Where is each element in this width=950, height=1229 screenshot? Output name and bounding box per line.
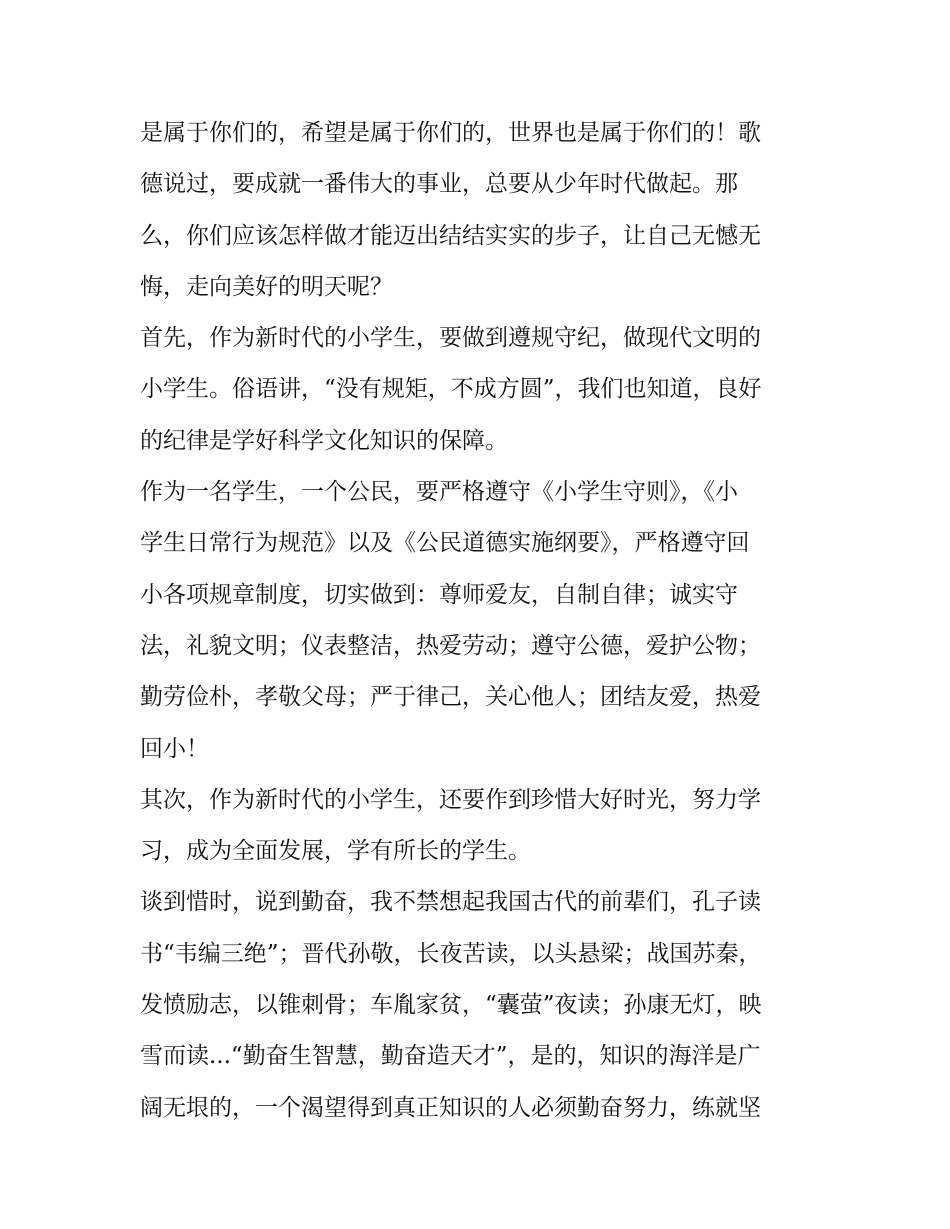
text-line: 书“韦编三绝”；晋代孙敬，长夜苦读，以头悬梁；战国苏秦，: [140, 940, 762, 967]
text-line: 其次，作为新时代的小学生，还要作到珍惜大好时光，努力学: [140, 786, 761, 813]
text-line: 么，你们应该怎样做才能迈出结结实实的步子，让自己无憾无: [140, 222, 761, 249]
text-line: 雪而读...“勤奋生智慧，勤奋造天才”，是的，知识的海洋是广: [140, 1043, 761, 1070]
text-line: 悔，走向美好的明天呢？: [140, 273, 393, 300]
text-line: 习，成为全面发展，学有所长的学生。: [140, 838, 531, 865]
text-line: 发愤励志，以锥刺骨；车胤家贫，“囊萤”夜读；孙康无灯，映: [140, 992, 762, 1019]
text-line: 作为一名学生，一个公民，要严格遵守《小学生守则》，《小: [140, 479, 738, 506]
text-line: 的纪律是学好科学文化知识的保障。: [140, 427, 508, 454]
text-line: 阔无垠的，一个渴望得到真正知识的人必须勤奋努力，练就坚: [140, 1094, 761, 1121]
text-line: 是属于你们的，希望是属于你们的，世界也是属于你们的！歌: [140, 120, 761, 146]
text-line: 勤劳俭朴，孝敬父母；严于律己，关心他人；团结友爱，热爱: [140, 684, 761, 711]
body-text: [140, 108, 820, 1134]
text-line: 学生日常行为规范》以及《公民道德实施纲要》，严格遵守回: [140, 530, 750, 557]
text-line: 德说过，要成就一番伟大的事业，总要从少年时代做起。那: [140, 171, 738, 198]
text-line: 回小！: [140, 735, 209, 762]
text-line: 小学生。俗语讲，“没有规矩，不成方圆”，我们也知道，良好: [140, 376, 762, 403]
text-line: 法，礼貌文明；仪表整洁，热爱劳动；遵守公德，爱护公物；: [140, 632, 761, 659]
text-line: 谈到惜时，说到勤奋，我不禁想起我国古代的前辈们，孔子读: [140, 889, 761, 916]
text-line: 首先，作为新时代的小学生，要做到遵规守纪，做现代文明的: [140, 325, 761, 352]
text-line: 小各项规章制度，切实做到：尊师爱友，自制自律；诚实守: [140, 581, 738, 608]
